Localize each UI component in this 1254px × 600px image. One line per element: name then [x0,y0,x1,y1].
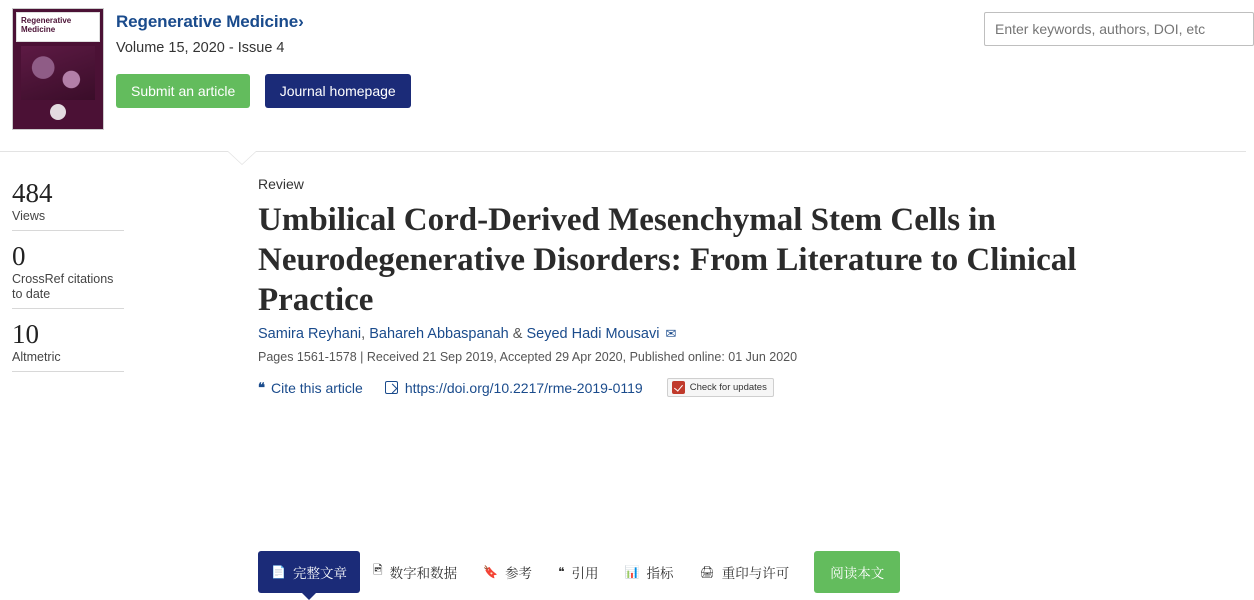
tab-label: 指标 [646,565,674,581]
page-title: Umbilical Cord-Derived Mesenchymal Stem Cells in Neurodegenerative Disorders: From Literature to Clinical Practice [258,202,1077,318]
journal-header [0,0,1246,152]
quote-icon: ❝ [258,379,265,395]
publication-history: Pages 1561-1578 | Received 21 Sep 2019, Accepted 29 Apr 2020, Published online: 01 Jun 2020 [258,350,798,365]
tab-label: 数字和数据 [389,565,458,581]
document-icon: 📄 [271,564,286,579]
cover-publisher-logo [50,104,66,120]
active-tab-pointer [228,151,256,164]
metric-views [12,178,124,235]
envelope-icon[interactable]: ✉ [665,326,677,342]
header-button-row [116,74,411,108]
chevron-right-icon: › [298,12,304,31]
metric-label: CrossRef citations to date [12,272,114,301]
read-article-button[interactable]: 阅读本文 [814,551,900,593]
tab-full-article[interactable] [258,551,360,593]
journal-cover-image[interactable] [12,8,104,130]
journal-info [116,12,411,108]
journal-volume-issue: Volume 15, 2020 - Issue 4 [116,40,285,56]
journal-homepage-button[interactable]: Journal homepage [265,74,411,108]
search-input[interactable] [984,12,1254,46]
bookmark-icon: 🔖 [483,564,499,579]
image-icon: 🖻 [372,563,383,577]
author-separator: & [508,326,527,342]
tab-citations[interactable] [545,551,611,593]
cover-title: Regenerative Medicine [21,16,72,34]
crossmark-label: Check for updates [689,382,767,394]
author-link[interactable]: Bahareh Abbaspanah [369,326,509,342]
external-link-icon [385,381,398,394]
tab-reprints-permissions[interactable] [686,551,802,593]
tab-label: 引用 [571,565,599,581]
print-icon: 🖨 [699,564,715,579]
divider [12,308,124,309]
metric-label: Altmetric [12,350,61,364]
author-link[interactable]: Samira Reyhani [258,326,362,342]
metric-label: Views [12,209,46,223]
tab-figures-data[interactable] [360,550,470,593]
article-tabs [258,550,900,593]
metrics-panel [12,178,124,376]
tab-references[interactable] [470,551,545,593]
cover-artwork [21,46,95,100]
submit-article-button[interactable]: Submit an article [116,74,250,108]
author-link[interactable]: Seyed Hadi Mousavi [526,326,660,342]
doi-label: https://doi.org/10.2217/rme-2019-0119 [404,379,643,396]
metric-altmetric [12,319,124,376]
article-links-row [258,378,1226,397]
tab-label: 重印与许可 [721,565,790,581]
metric-crossref-citations [12,241,124,313]
crossmark-badge[interactable] [667,378,774,397]
cite-label: Cite this article [271,379,363,396]
cover-masthead [16,12,100,42]
metric-value: 484 [12,178,53,208]
quote-icon: ❝ [558,564,565,579]
article-details [258,176,1226,397]
journal-title-link[interactable] [116,12,411,32]
journal-title: Regenerative Medicine [116,12,299,31]
divider [12,230,124,231]
author-list [258,326,1226,342]
doi-link[interactable] [385,380,643,396]
search-box [984,12,1254,46]
cover-footer [13,104,103,125]
tab-label: 参考 [505,565,533,581]
check-icon [672,381,685,394]
chart-icon: 📊 [624,564,640,579]
metric-value: 0 [12,241,26,271]
author-separator: , [361,326,370,342]
article-type: Review [258,176,304,192]
tab-label: 完整文章 [292,565,347,581]
cite-this-article-link[interactable] [258,380,363,396]
divider [12,371,124,372]
tab-metrics[interactable] [612,551,687,593]
metric-value: 10 [12,319,39,349]
